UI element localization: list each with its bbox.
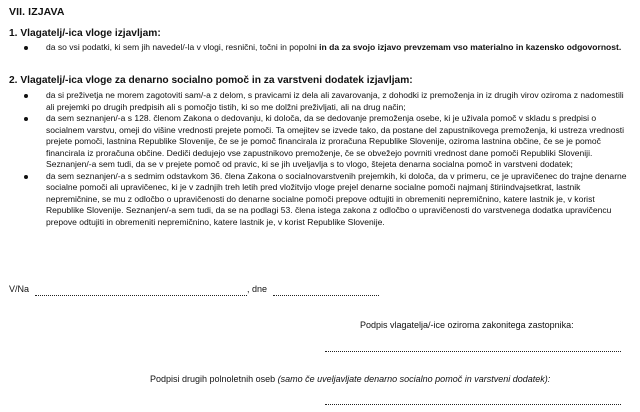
section1-item-text: da so vsi podatki, ki sem jih navedel/-la v vlogi, resnični, točni in popolni	[46, 42, 320, 52]
section1-list	[24, 42, 628, 54]
others-signature-field[interactable]	[325, 404, 621, 405]
section1-item-bold-text: in da za svojo izjavo prevzemam vso materialno in kazensko odgovornost.	[319, 42, 622, 52]
applicant-signature-field[interactable]	[325, 351, 621, 352]
section1-heading: 1. Vlagatelj/-ica vloge izjavljam:	[9, 28, 161, 39]
date-label: , dne	[247, 284, 268, 294]
section2-heading: 2. Vlagatelj/-ica vloge za denarno socialno pomoč in za varstveni dodatek izjavljam:	[9, 75, 413, 86]
section1-item	[24, 42, 628, 54]
date-field[interactable]	[273, 295, 379, 296]
others-signature-note: (samo če uveljavljate denarno socialno pomoč in varstveni dodatek):	[277, 374, 551, 384]
section2-item: da si preživetja ne morem zagotoviti sam/-a z delom, s pravicami iz dela ali zavarovanja, z dohodki iz premoženja in iz drugih virov oziroma z nadomestili ali prejemki po drugih predpisih ali s pomočjo tistih, ki so me dolžni preživljati, ali na drug način;	[24, 90, 628, 113]
others-signature-label	[150, 374, 630, 384]
place-field[interactable]	[35, 295, 247, 296]
section2-item: da sem seznanjen/-a s sedmim odstavkom 36. člena Zakona o socialnovarstvenih prejemkih, ki določa, da v primeru, ce je upravičenec do trajne denarne socialne pomoči ali upravičenec, ki je v zadnjih treh letih pred vložitvijo vloge prejel denarne socialne pomoči najmanj štiriindvajsetkrat, lastnik nepremičnine, se mu z odločbo o upravičenosti do denarne socialne pomoči prepove odtujiti in obremeniti nepremičnino, katere lastnik je, v korist Republike Slovenije. Seznanjen/-a sem tudi, da se na podlagi 53. člena istega zakona z odločbo o upravičenosti do varstvenega dodatka upravičencu prepove odtujiti in obremeniti nepremičnino, katere lastnik je, v korist Republike Slovenije.	[24, 171, 628, 229]
section2-item: da sem seznanjen/-a s 128. členom Zakona o dedovanju, ki določa, da se dedovanje premoženja osebe, ki je uživala pomoč v skladu s predpisi o socialnem varstvu, omeji do višine vrednosti prejete pomoči. Ta omejitev se izvede tako, da postane del zapustnikovega premoženja, ki ustreza vrednosti prejete pomoči, lastnina Republike Slovenije, če se je pomoč financirala iz proračuna Republike Slovenije, oziroma lastnina občine, če se je pomoč financirala iz proračuna občine. Dediči dedujejo vse zapustnikovo premoženje, če se obvežejo povrniti vrednost dane pomoči Republiki Sloveniji. Seznanjen/-a sem tudi, da se v prejete pomoč od pravic, ki se jih uveljavlja s to vlogo, štejeta denarna socialna pomoč in varstveni dodatek;	[24, 113, 628, 171]
section2-list	[24, 90, 628, 228]
others-signature-text: Podpisi drugih polnoletnih oseb	[150, 374, 278, 384]
place-label: V/Na	[9, 284, 30, 294]
applicant-signature-label: Podpis vlagatelja/-ice oziroma zakonitega zastopnika:	[360, 320, 574, 330]
section-title: VII. IZJAVA	[9, 6, 65, 18]
